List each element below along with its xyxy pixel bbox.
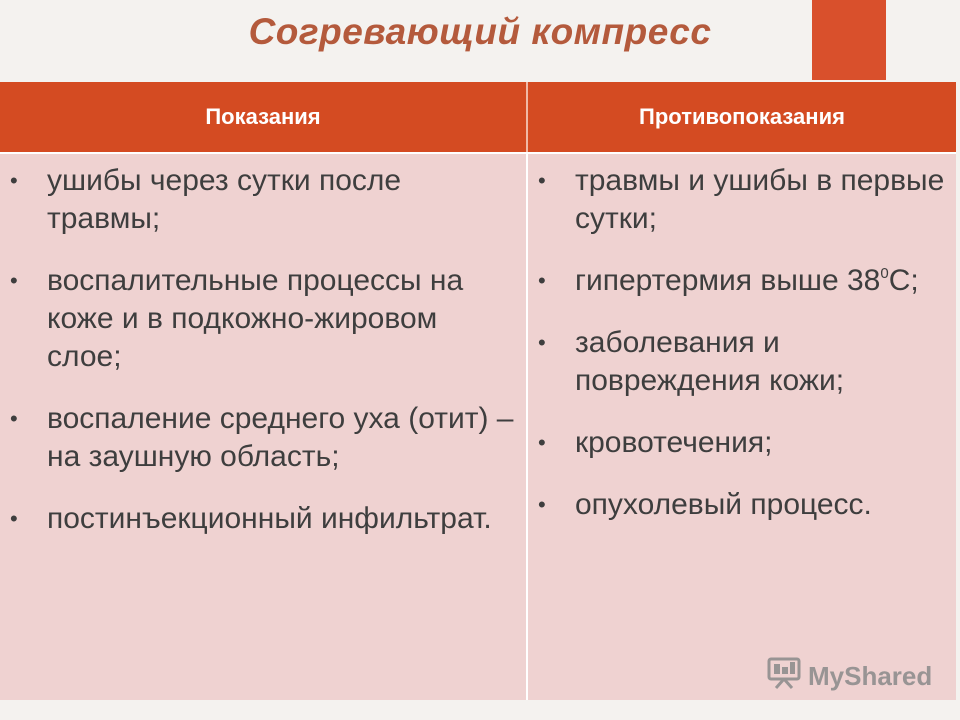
temperature-text: гипертермия выше 38 [575,264,881,297]
list-item [538,486,948,524]
header-contraindications [528,82,956,152]
list-item-text: воспалительные процессы на коже и в подкожно-жировом слое; [47,264,464,373]
contraindications-list [538,162,948,548]
indications-cell [0,154,526,700]
bullet: • [538,330,546,355]
list-item-text: травмы и ушибы в первые сутки; [575,164,945,235]
watermark-text: MyShared [808,661,933,691]
bullet: • [10,268,18,293]
list-item [538,162,948,238]
bullet: • [10,168,18,193]
comparison-table [0,82,956,700]
bullet: • [10,406,18,431]
header-divider [526,82,528,152]
temperature-unit: С; [888,264,919,297]
list-item-text: ушибы через сутки после травмы; [47,164,402,235]
list-item [10,162,515,238]
list-item [10,262,515,376]
list-item-text: кровотечения; [575,426,773,459]
list-item [538,324,948,400]
list-item-text: заболевания и повреждения кожи; [575,326,845,397]
list-item [10,400,515,476]
presentation-board-icon [766,656,802,697]
list-item-text [575,264,919,297]
page-title: Согревающий компресс [248,11,712,52]
header-indications-label: Показания [205,104,321,129]
bullet: • [538,430,546,455]
contraindications-cell [528,154,956,700]
header-indications [0,82,526,152]
list-item-text: воспаление среднего уха (отит) – на заушную область; [47,402,514,473]
bullet: • [538,268,546,293]
list-item-text: опухолевый процесс. [575,488,872,521]
bullet: • [10,506,18,531]
list-item-text: постинъекционный инфильтрат. [47,502,492,535]
list-item [10,500,515,538]
list-item [538,424,948,462]
bullet: • [538,492,546,517]
indications-list [10,162,515,562]
watermark [766,656,932,697]
temperature-superscript: 0 [880,265,889,282]
bullet: • [538,168,546,193]
header-contraindications-label: Противопоказания [639,104,845,129]
list-item [538,262,948,300]
